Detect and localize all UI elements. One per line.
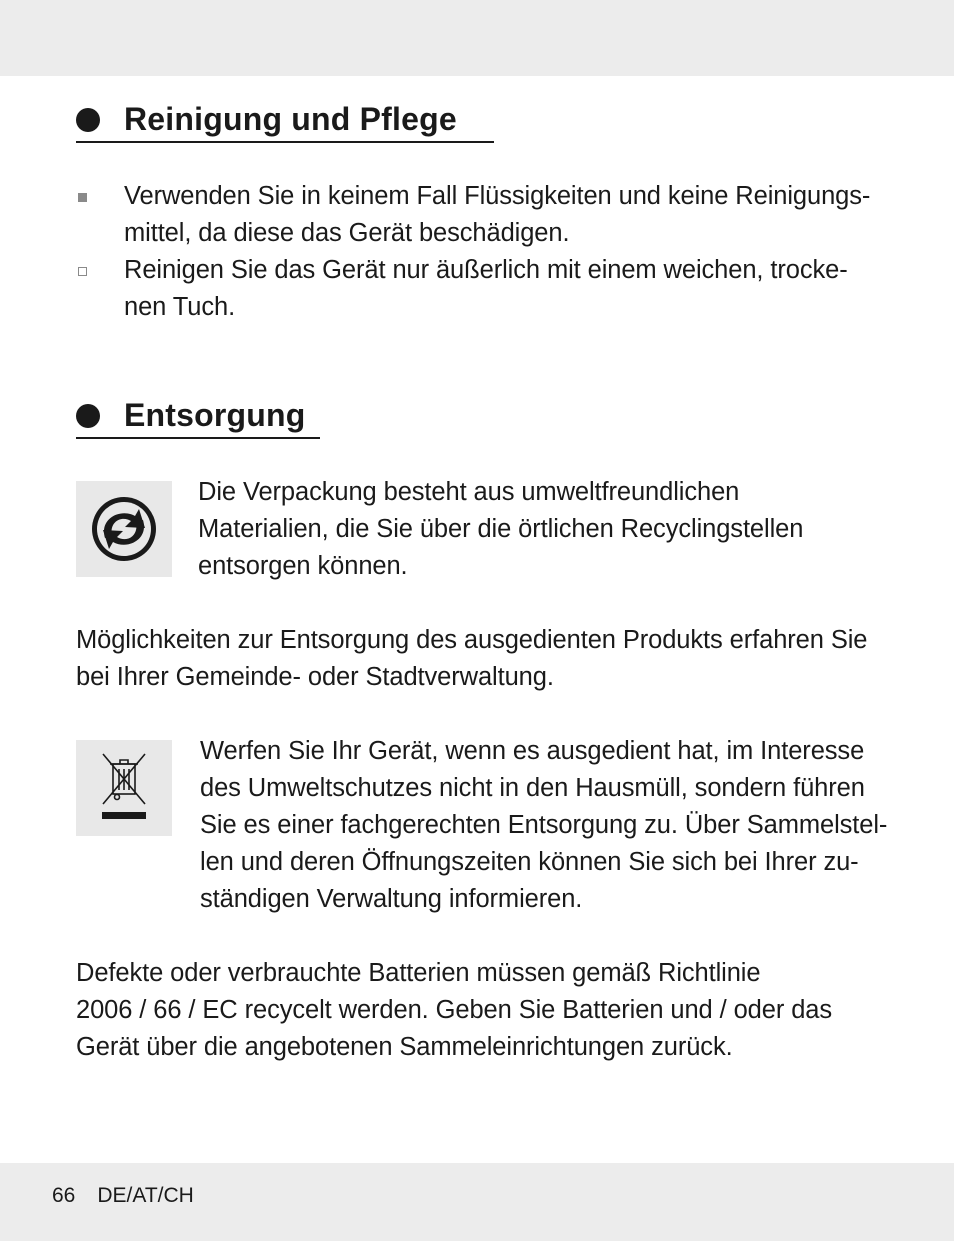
section-heading-cleaning [76,102,494,143]
checkbox-square-bullet-icon [76,252,124,326]
header-band [0,0,954,76]
filled-square-bullet-icon [76,178,124,252]
page-number: 66 [52,1184,76,1207]
locale-label: DE/AT/CH [97,1184,194,1207]
packaging-disposal-text: Die Verpackung besteht aus umweltfreundlichen Materialien, die Sie über die örtlichen Recyclingstellen entsorgen können. [198,478,804,580]
list-item [76,178,876,252]
crossed-out-wheelie-bin-icon [76,740,172,836]
green-dot-recycling-icon [76,481,172,577]
battery-disposal-text: Defekte oder verbrauchte Batterien müssen gemäß Richtlinie 2006 / 66 / EC recycelt werden. Geben Sie Batterien und / oder das Gerät über die angebotenen Sammeleinrichtungen zurück. [76,959,833,1061]
weee-disposal-text: Werfen Sie Ihr Gerät, wenn es ausgedient hat, im Interesse des Umweltschutzes nicht in den Hausmüll, sondern führen Sie es einer fachgerechten Entsorgung zu. Über Sammelstel- len und deren Öffnungszeiten können Sie sich bei Ihrer zu- ständigen Verwaltung informieren. [200,737,888,913]
section-heading-disposal [76,398,320,439]
section-title-disposal: Entsorgung [124,397,306,433]
section-title-cleaning: Reinigung und Pflege [124,101,457,137]
heading-bullet-icon [76,404,100,428]
heading-bullet-icon [76,108,100,132]
list-item [76,252,876,326]
page-footer [52,1184,194,1208]
disposal-options-text: Möglichkeiten zur Entsorgung des ausgedienten Produkts erfahren Sie bei Ihrer Gemeinde- oder Stadtverwaltung. [76,626,868,691]
list-item-text: Verwenden Sie in keinem Fall Flüssigkeiten und keine Reinigungs- mittel, da diese das Gerät beschädigen. [124,182,871,247]
list-item-text: Reinigen Sie das Gerät nur äußerlich mit einem weichen, trocke- nen Tuch. [124,256,848,321]
